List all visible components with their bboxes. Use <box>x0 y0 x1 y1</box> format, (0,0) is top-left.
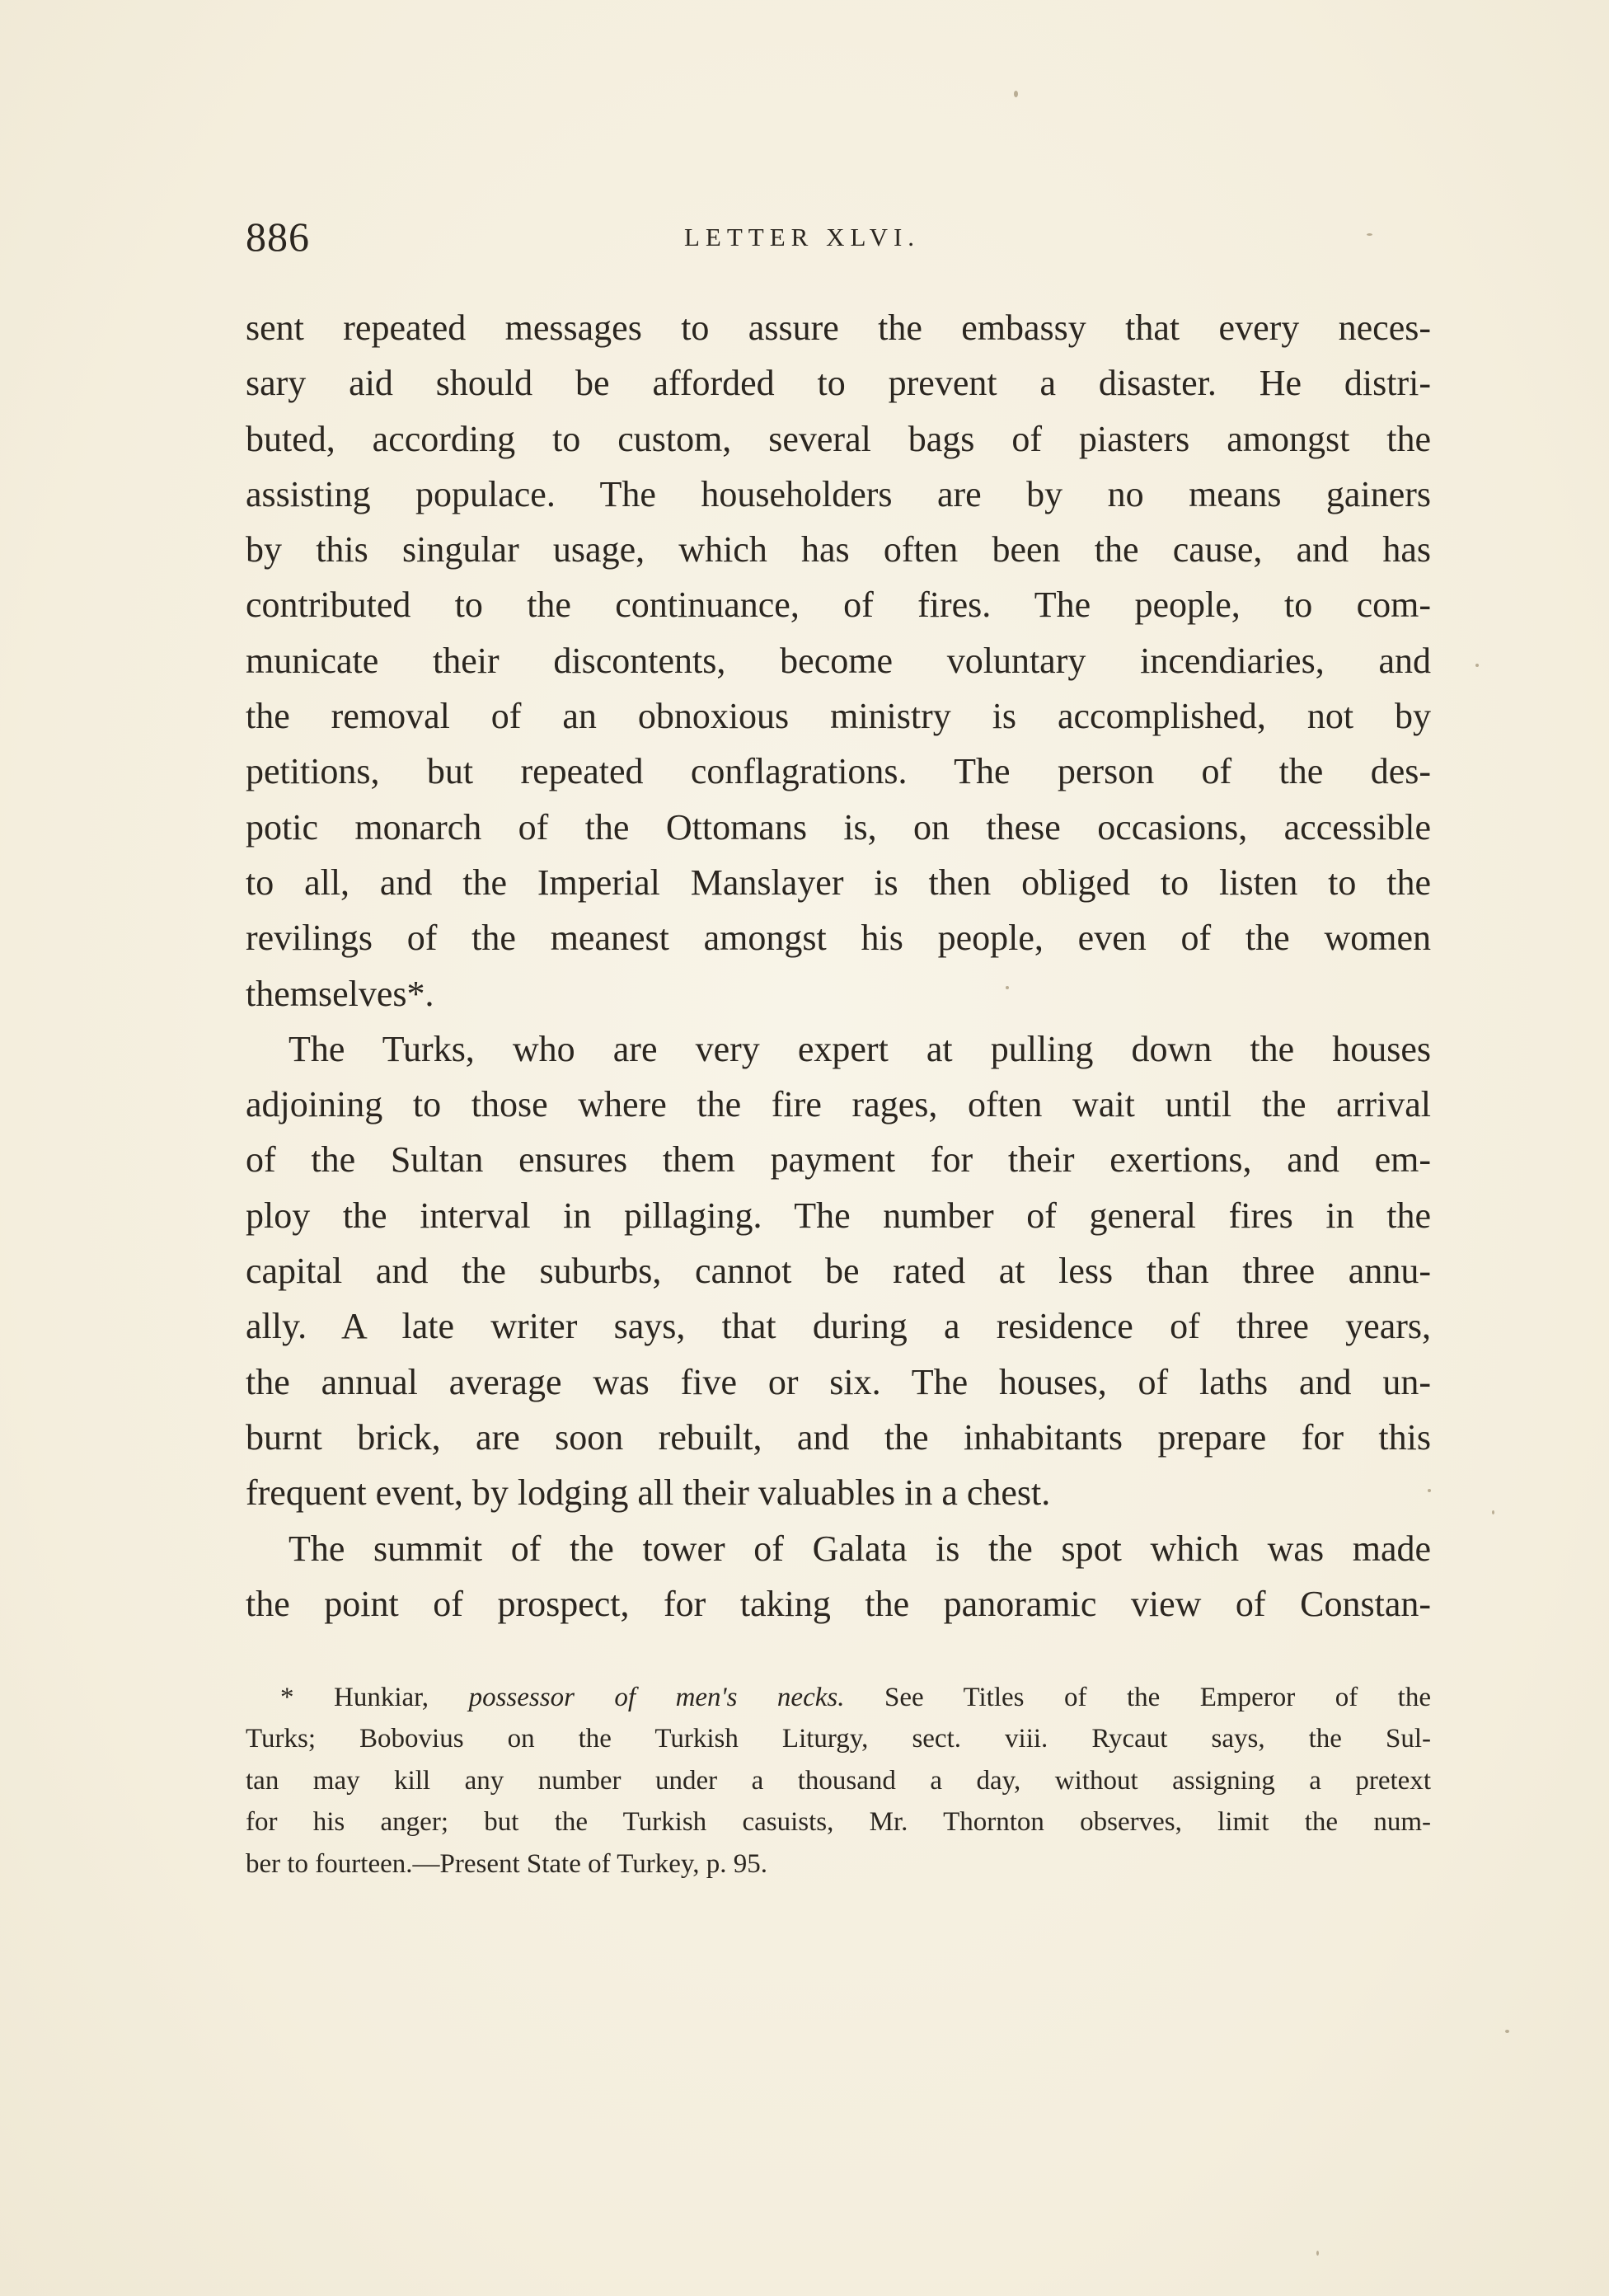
footnote-italic: possessor of men's necks. <box>468 1683 845 1712</box>
text-line: municate their discontents, become voluntary incendiaries, and <box>246 640 1431 681</box>
body-text <box>246 300 1431 1632</box>
text-line: the point of prospect, for taking the panoramic view of Constan- <box>246 1583 1431 1624</box>
text-line: by this singular usage, which has often been the cause, and has <box>246 529 1431 570</box>
text-line: capital and the suburbs, cannot be rated at less than three annu- <box>246 1251 1431 1292</box>
text-line: burnt brick, are soon rebuilt, and the inhabitants prepare for this <box>246 1416 1431 1458</box>
text-line: petitions, but repeated conflagrations. The person of the des- <box>246 751 1431 792</box>
page-number: 886 <box>246 214 310 260</box>
text-line: frequent event, by lodging all their valuables in a chest. <box>246 1472 1051 1514</box>
text-line: revilings of the meanest amongst his people, even of the women <box>246 918 1431 959</box>
paper-speck <box>1505 2030 1509 2033</box>
paper-speck <box>1475 664 1479 667</box>
text-line: buted, according to custom, several bags of piasters amongst the <box>246 418 1431 459</box>
footnote-line: for his anger; but the Turkish casuists, Mr. Thornton observes, limit the num- <box>246 1807 1431 1838</box>
footnote-line <box>246 1677 1431 1718</box>
text-line: the removal of an obnoxious ministry is accomplished, not by <box>246 696 1431 737</box>
paper-speck <box>1014 91 1018 97</box>
footnote-line: Turks; Bobovius on the Turkish Liturgy, sect. viii. Rycaut says, the Sul- <box>246 1724 1431 1754</box>
text-line: The summit of the tower of Galata is the spot which was made <box>288 1528 1431 1569</box>
text-line: ploy the interval in pillaging. The number of general fires in the <box>246 1195 1431 1236</box>
footnote <box>246 1677 1431 1885</box>
text-line: potic monarch of the Ottomans is, on these occasions, accessible <box>246 806 1431 848</box>
footnote-line: ber to fourteen.—Present State of Turkey, p. 95. <box>246 1848 768 1879</box>
running-head: LETTER XLVI. <box>684 223 921 251</box>
paper-speck <box>1316 2251 1319 2256</box>
text-line: of the Sultan ensures them payment for their exertions, and em- <box>246 1139 1431 1181</box>
page-header <box>246 206 1416 264</box>
footnote-line-rest: See Titles of the Emperor of the <box>884 1683 1432 1712</box>
paper-speck <box>1428 1489 1431 1492</box>
footnote-marker: * Hunkiar, <box>280 1683 429 1712</box>
text-line: The Turks, who are very expert at pulling down the houses <box>288 1028 1431 1069</box>
text-line: the annual average was five or six. The houses, of laths and un- <box>246 1361 1431 1402</box>
paper-speck <box>1006 986 1009 989</box>
paper-speck <box>1367 233 1372 236</box>
text-line: ally. A late writer says, that during a residence of three years, <box>246 1306 1431 1347</box>
text-line: adjoining to those where the fire rages, often wait until the arrival <box>246 1084 1431 1125</box>
paper-speck <box>1492 1510 1494 1514</box>
text-line: sary aid should be afforded to prevent a disaster. He distri- <box>246 363 1431 404</box>
text-line: themselves*. <box>246 973 434 1014</box>
text-line: contributed to the continuance, of fires. The people, to com- <box>246 585 1431 626</box>
text-line: sent repeated messages to assure the embassy that every neces- <box>246 308 1431 348</box>
footnote-line: tan may kill any number under a thousand a day, without assigning a pretext <box>246 1765 1431 1796</box>
text-line: assisting populace. The householders are by no means gainers <box>246 473 1431 514</box>
text-line: to all, and the Imperial Manslayer is then obliged to listen to the <box>246 862 1431 903</box>
